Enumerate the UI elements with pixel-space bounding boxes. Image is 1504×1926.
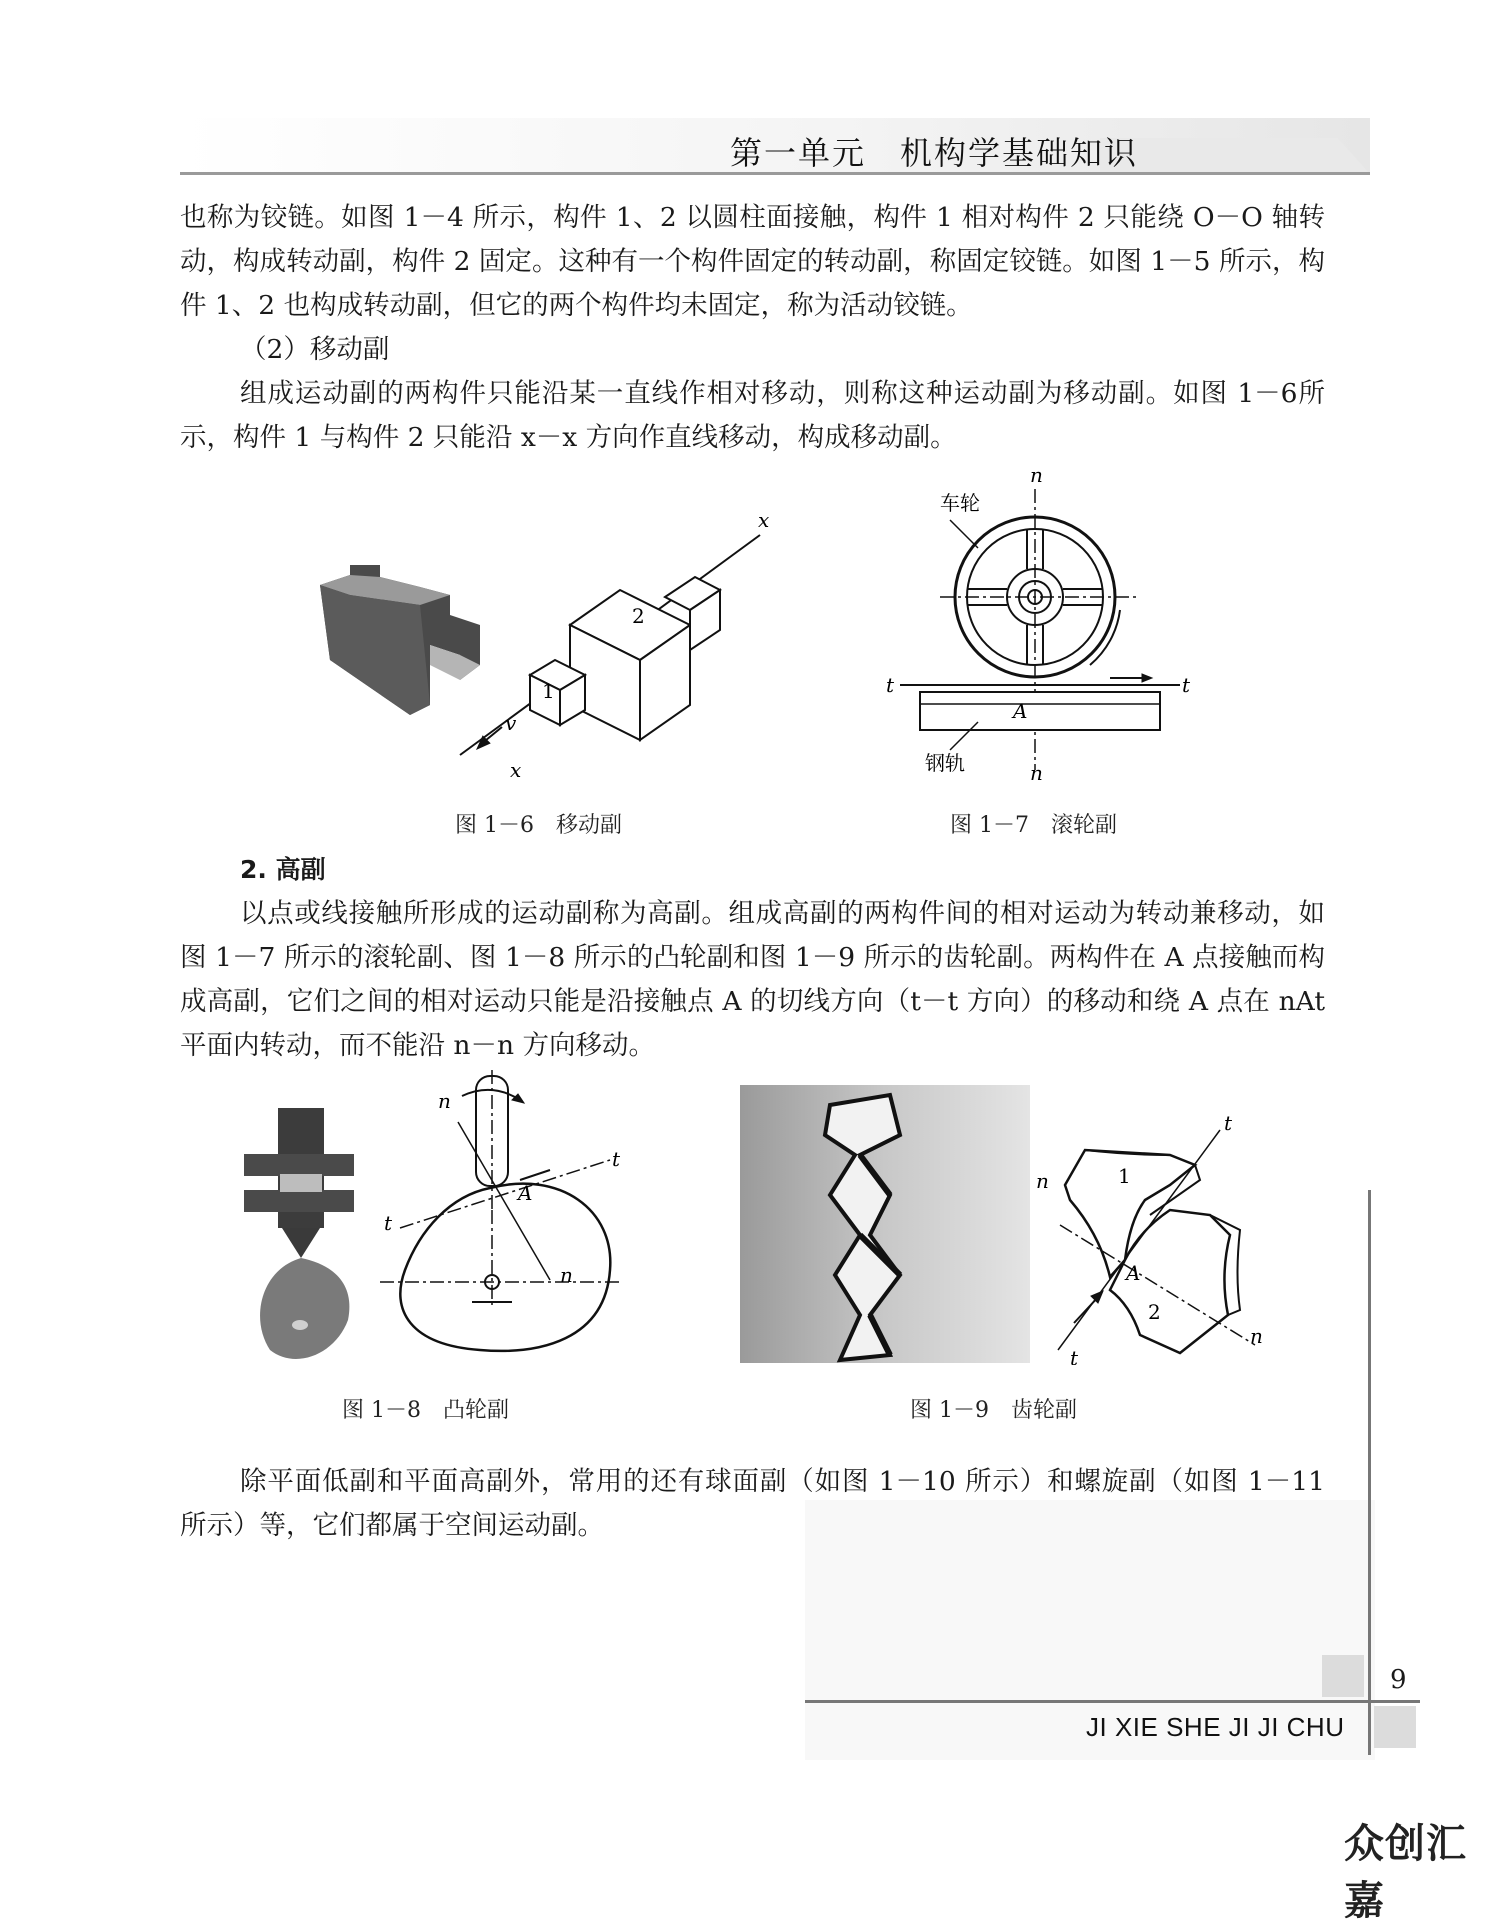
book-title-pinyin: JI XIE SHE JI JI CHU [1086, 1712, 1345, 1742]
n-top-label: n [1030, 463, 1043, 487]
figure-1-9-caption: 图 1－9 齿轮副 [910, 1398, 1077, 1423]
cam-line-drawing [380, 1070, 620, 1351]
part1-label: 1 [542, 679, 555, 703]
t-left-label: t [384, 1211, 393, 1235]
figure-1-8-diagram [240, 1070, 625, 1370]
footer-vertical-rule [1368, 1190, 1371, 1755]
figure-1-7-diagram [880, 460, 1200, 790]
footer-square-top [1322, 1655, 1364, 1697]
t-top-label: t [1224, 1111, 1233, 1135]
part2-label: 2 [632, 604, 645, 628]
t-right-label: t [612, 1147, 621, 1171]
contact-point-label: A [1126, 1261, 1141, 1285]
text-block-higher-pair [180, 848, 1325, 1068]
x-top-label: x [758, 508, 770, 532]
t-right-label: t [1182, 673, 1191, 697]
n-bottom-label: n [1030, 761, 1043, 785]
figure-1-6-diagram [310, 505, 780, 785]
paragraph-prismatic-pair: 组成运动副的两构件只能沿某一直线作相对移动，则称这种运动副为移动副。如图 1－6所示，构件 1 与构件 2 只能沿 x－x 方向作直线移动，构成移动副。 [180, 378, 1325, 453]
paragraph-spatial-pairs: 除平面低副和平面高副外，常用的还有球面副（如图 1－10 所示）和螺旋副（如图 1－11 所示）等，它们都属于空间运动副。 [180, 1466, 1325, 1541]
part2-label: 2 [1148, 1300, 1161, 1324]
section-heading-higher-pair: 2. 高副 [240, 855, 326, 884]
n-bottom-label: n [560, 1263, 573, 1287]
header-tab-shape [1100, 138, 1370, 174]
part1-label: 1 [1118, 1164, 1131, 1188]
paragraph-hinge: 也称为铰链。如图 1－4 所示，构件 1、2 以圆柱面接触，构件 1 相对构件 2 只能绕 O－O 轴转动，构成转动副，构件 2 固定。这种有一个构件固定的转动副，称固定铰链。如图 1－5 所示，构件 1、2 也构成转动副，但它的两个构件均未固定，称为活动铰链。 [180, 202, 1325, 321]
cam-follower-photo [244, 1108, 354, 1359]
text-block-top [180, 196, 1325, 460]
t-left-label: t [886, 673, 895, 697]
prismatic-block-photo [320, 565, 480, 715]
gear-mesh-photo [740, 1085, 1030, 1363]
footer-square-bottom [1374, 1706, 1416, 1748]
footer-horizontal-rule [805, 1700, 1420, 1703]
contact-point-label: A [518, 1181, 533, 1205]
x-bottom-label: x [510, 758, 522, 782]
paragraph-higher-pair: 以点或线接触所形成的运动副称为高副。组成高副的两构件间的相对运动为转动兼移动，如图 1－7 所示的滚轮副、图 1－8 所示的凸轮副和图 1－9 所示的齿轮副。两构件在 A 点接触而构成高副，它们之间的相对运动只能是沿接触点 A 的切线方向（t－t 方向）的移动和绕 A 点在 nAt 平面内转动，而不能沿 n－n 方向移动。 [180, 898, 1325, 1061]
contact-point-label: A [1013, 699, 1028, 723]
rolling-wheel-drawing [900, 489, 1180, 770]
n-right-label: n [1250, 1324, 1263, 1348]
velocity-label: v [505, 711, 517, 735]
chapter-title: 第一单元 机构学基础知识 [730, 134, 1139, 172]
n-top-label: n [438, 1089, 451, 1113]
n-left-label: n [1036, 1169, 1049, 1193]
figure-1-7-caption: 图 1－7 滚轮副 [950, 813, 1117, 838]
wheel-label: 车轮 [940, 491, 980, 515]
rail-label: 钢轨 [925, 751, 965, 775]
figure-1-6-caption: 图 1－6 移动副 [455, 813, 622, 838]
header-rule [180, 172, 1370, 175]
page-number: 9 [1390, 1665, 1407, 1695]
t-bottom-label: t [1070, 1346, 1079, 1365]
figure-1-9-diagram [740, 1085, 1270, 1365]
figure-1-8-caption: 图 1－8 凸轮副 [342, 1398, 509, 1423]
watermark-text: 众创汇嘉 [1344, 1821, 1467, 1924]
subheading-prismatic-pair: （2）移动副 [240, 334, 390, 365]
